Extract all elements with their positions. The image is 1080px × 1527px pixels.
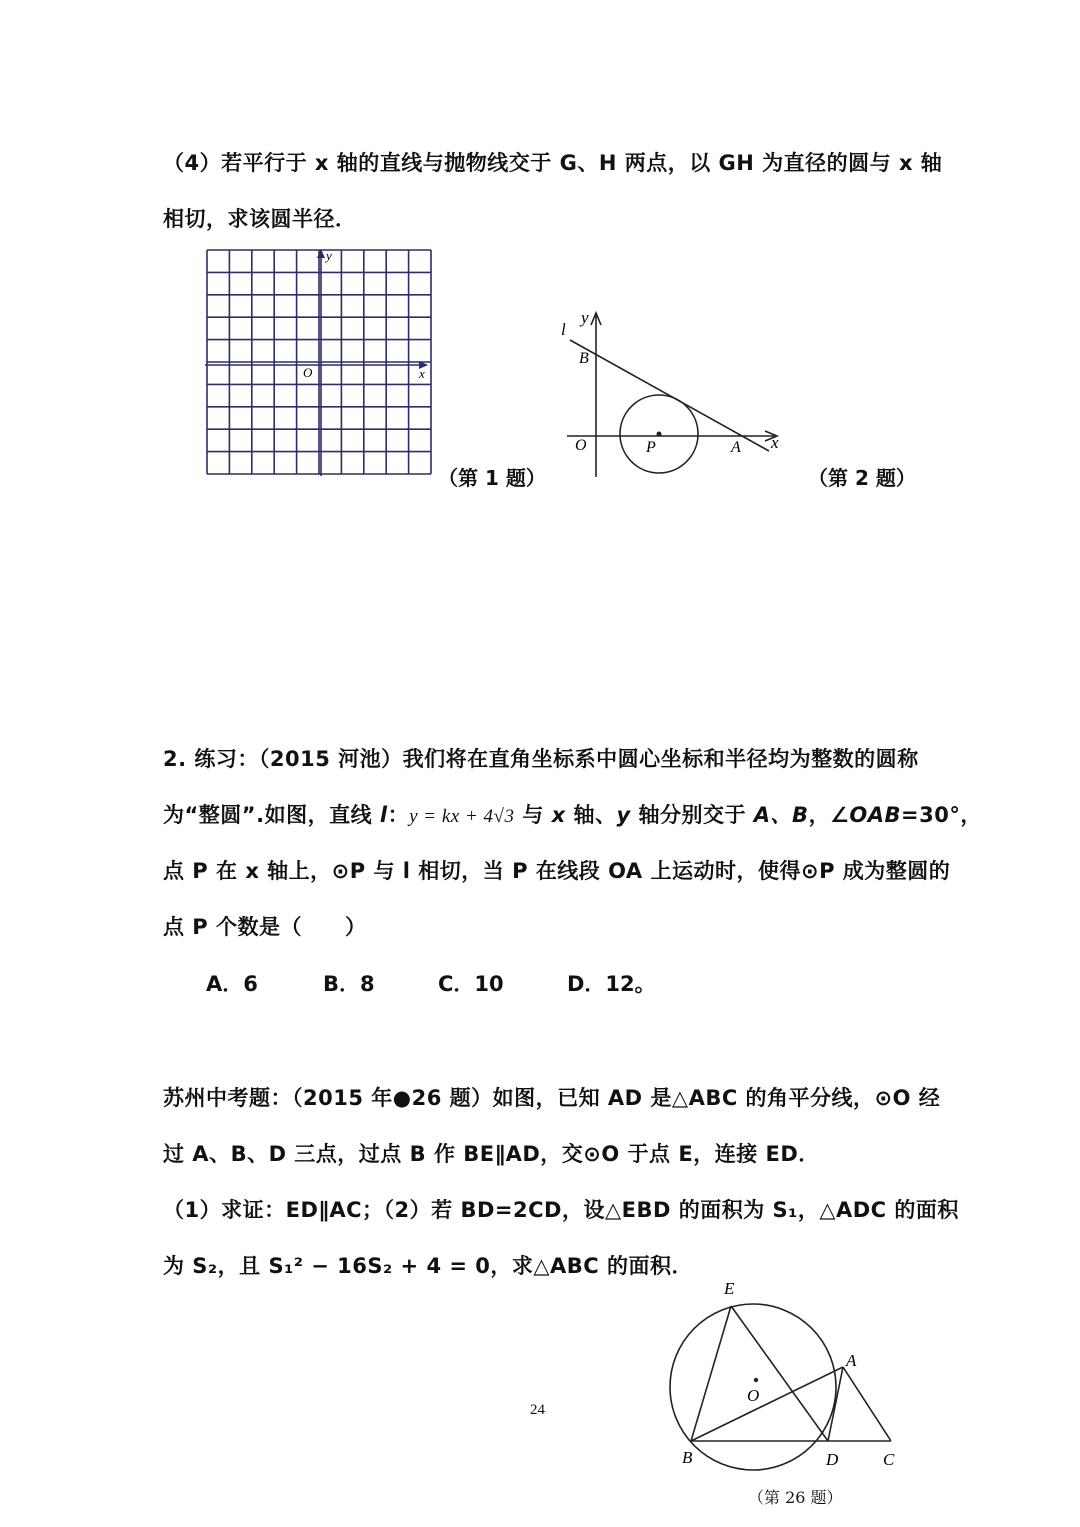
q2-option-c: C．10 [438,972,504,996]
figure1-grid [205,248,435,478]
figure1-origin-label: O [303,365,313,380]
q2-line2: 为“整圆”.如图，直线 l：y = kx + 4√3 与 x 轴、y 轴分别交于 A、B，∠OAB=30°， [163,803,982,827]
figure1-x-label: x [419,366,425,381]
figure2-a-label: A [731,439,741,456]
figure26-e-label: E [724,1279,735,1298]
page-number: 24 [530,1402,545,1418]
figure26-o-label: O [747,1386,760,1405]
figure26-seg-ed [731,1306,828,1441]
figure26-b-label: B [682,1448,693,1467]
figure2-b-label: B [579,350,589,367]
figure2-l-label: l [561,320,566,339]
part4-line1: （4）若平行于 x 轴的直线与抛物线交于 G、H 两点，以 GH 为直径的圆与 x 轴 [163,151,943,175]
figure2-x-label: x [771,433,779,452]
q2-option-b: B．8 [323,972,375,996]
figure26-d-label: D [826,1450,839,1469]
figure2-p-label: P [646,439,656,456]
q2-line4: 点 P 个数是（ ） [163,915,367,939]
q2-option-a: A．6 [206,972,258,996]
figure1-y-label: y [326,248,332,263]
q2-line1: 2. 练习：（2015 河池）我们将在直角坐标系中圆心坐标和半径均为整数的圆称 [163,747,919,771]
figure2-diagram [555,305,795,485]
part4-line2: 相切，求该圆半径． [163,207,357,231]
figure26-center-o [754,1378,758,1382]
figure26-caption: （第 26 题） [748,1488,843,1507]
q26-line1: 苏州中考题：（2015 年●26 题）如图，已知 AD 是△ABC 的角平分线，⊙O 经 [163,1086,941,1110]
figure2-y-label: y [581,308,589,327]
q26-line2: 过 A、B、D 三点，过点 B 作 BE∥AD，交⊙O 于点 E，连接 ED． [163,1142,820,1166]
figure26-c-label: C [883,1450,895,1469]
figure2-center-p [657,432,662,437]
figure2-caption: （第 2 题） [808,466,916,490]
q26-line4: 为 S₂，且 S₁² − 16S₂ + 4 = 0，求△ABC 的面积． [163,1254,694,1278]
q2-option-d: D．12。 [567,972,656,996]
figure2-o-label: O [575,437,587,454]
figure26-diagram [660,1270,910,1485]
figure26-a-label: A [846,1351,857,1370]
q2-line3: 点 P 在 x 轴上，⊙P 与 l 相切，当 P 在线段 OA 上运动时，使得⊙P 成为整圆的 [163,859,951,883]
figure1-caption: （第 1 题） [438,466,546,490]
q2-line-formula: y = kx + 4√3 [409,806,515,827]
figure2-line-l [570,340,769,451]
q26-line3: （1）求证：ED∥AC；（2）若 BD=2CD，设△EBD 的面积为 S₁，△ADC 的面积 [163,1198,959,1222]
figure26-seg-ac [843,1367,891,1441]
